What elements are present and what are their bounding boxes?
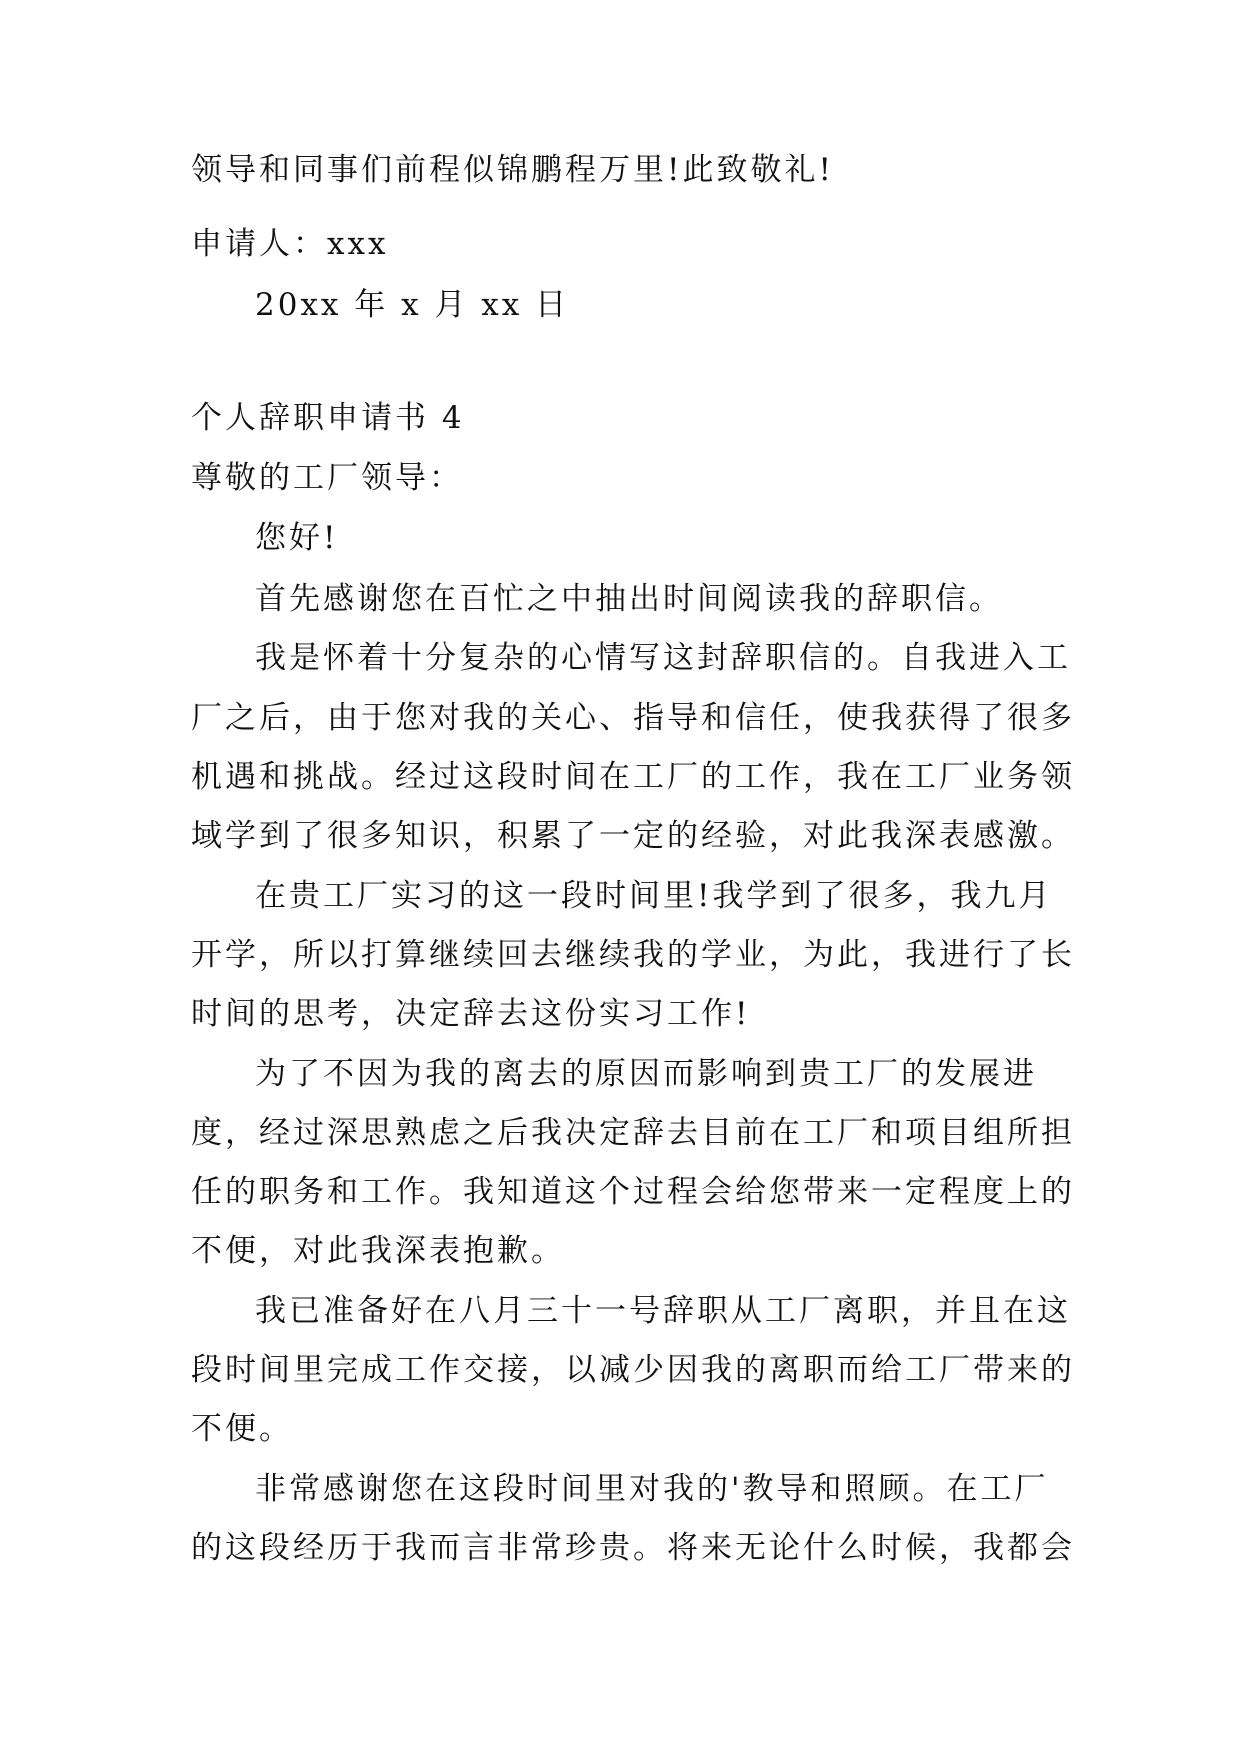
- paragraph-line: 非常感谢您在这段时间里对我的'教导和照顾。在工厂: [255, 1471, 1049, 1507]
- paragraph-line: 段时间里完成工作交接，以减少因我的离职而给工厂带来的: [191, 1352, 1075, 1388]
- date-line: 20xx 年 x 月 xx 日: [255, 287, 570, 323]
- closing-line: 领导和同事们前程似锦鹏程万里!此致敬礼!: [191, 152, 834, 188]
- paragraph-line: 度，经过深思熟虑之后我决定辞去目前在工厂和项目组所担: [191, 1115, 1075, 1151]
- paragraph-line: 域学到了很多知识，积累了一定的经验，对此我深表感激。: [191, 818, 1075, 854]
- paragraph-line: 的这段经历于我而言非常珍贵。将来无论什么时候，我都会: [191, 1530, 1075, 1566]
- paragraph-line: 在贵工厂实习的这一段时间里!我学到了很多，我九月: [255, 878, 1053, 914]
- paragraph-line: 为了不因为我的离去的原因而影响到贵工厂的发展进: [255, 1056, 1037, 1092]
- paragraph-line: 首先感谢您在百忙之中抽出时间阅读我的辞职信。: [255, 581, 1003, 617]
- paragraph-line: 厂之后，由于您对我的关心、指导和信任，使我获得了很多: [191, 700, 1075, 736]
- paragraph-line: 时间的思考，决定辞去这份实习工作!: [191, 996, 751, 1032]
- salutation: 尊敬的工厂领导：: [191, 460, 463, 496]
- greeting: 您好!: [255, 520, 339, 556]
- letter-title: 个人辞职申请书 4: [191, 400, 465, 436]
- paragraph-line: 不便，对此我深表抱歉。: [191, 1233, 565, 1269]
- paragraph-line: 不便。: [191, 1411, 293, 1447]
- paragraph-line: 我是怀着十分复杂的心情写这封辞职信的。自我进入工: [255, 640, 1071, 676]
- paragraph-line: 我已准备好在八月三十一号辞职从工厂离职，并且在这: [255, 1293, 1071, 1329]
- paragraph-line: 任的职务和工作。我知道这个过程会给您带来一定程度上的: [191, 1174, 1075, 1210]
- paragraph-line: 开学，所以打算继续回去继续我的学业，为此，我进行了长: [191, 937, 1075, 973]
- paragraph-line: 机遇和挑战。经过这段时间在工厂的工作，我在工厂业务领: [191, 759, 1075, 795]
- applicant-line: 申请人：xxx: [191, 226, 389, 262]
